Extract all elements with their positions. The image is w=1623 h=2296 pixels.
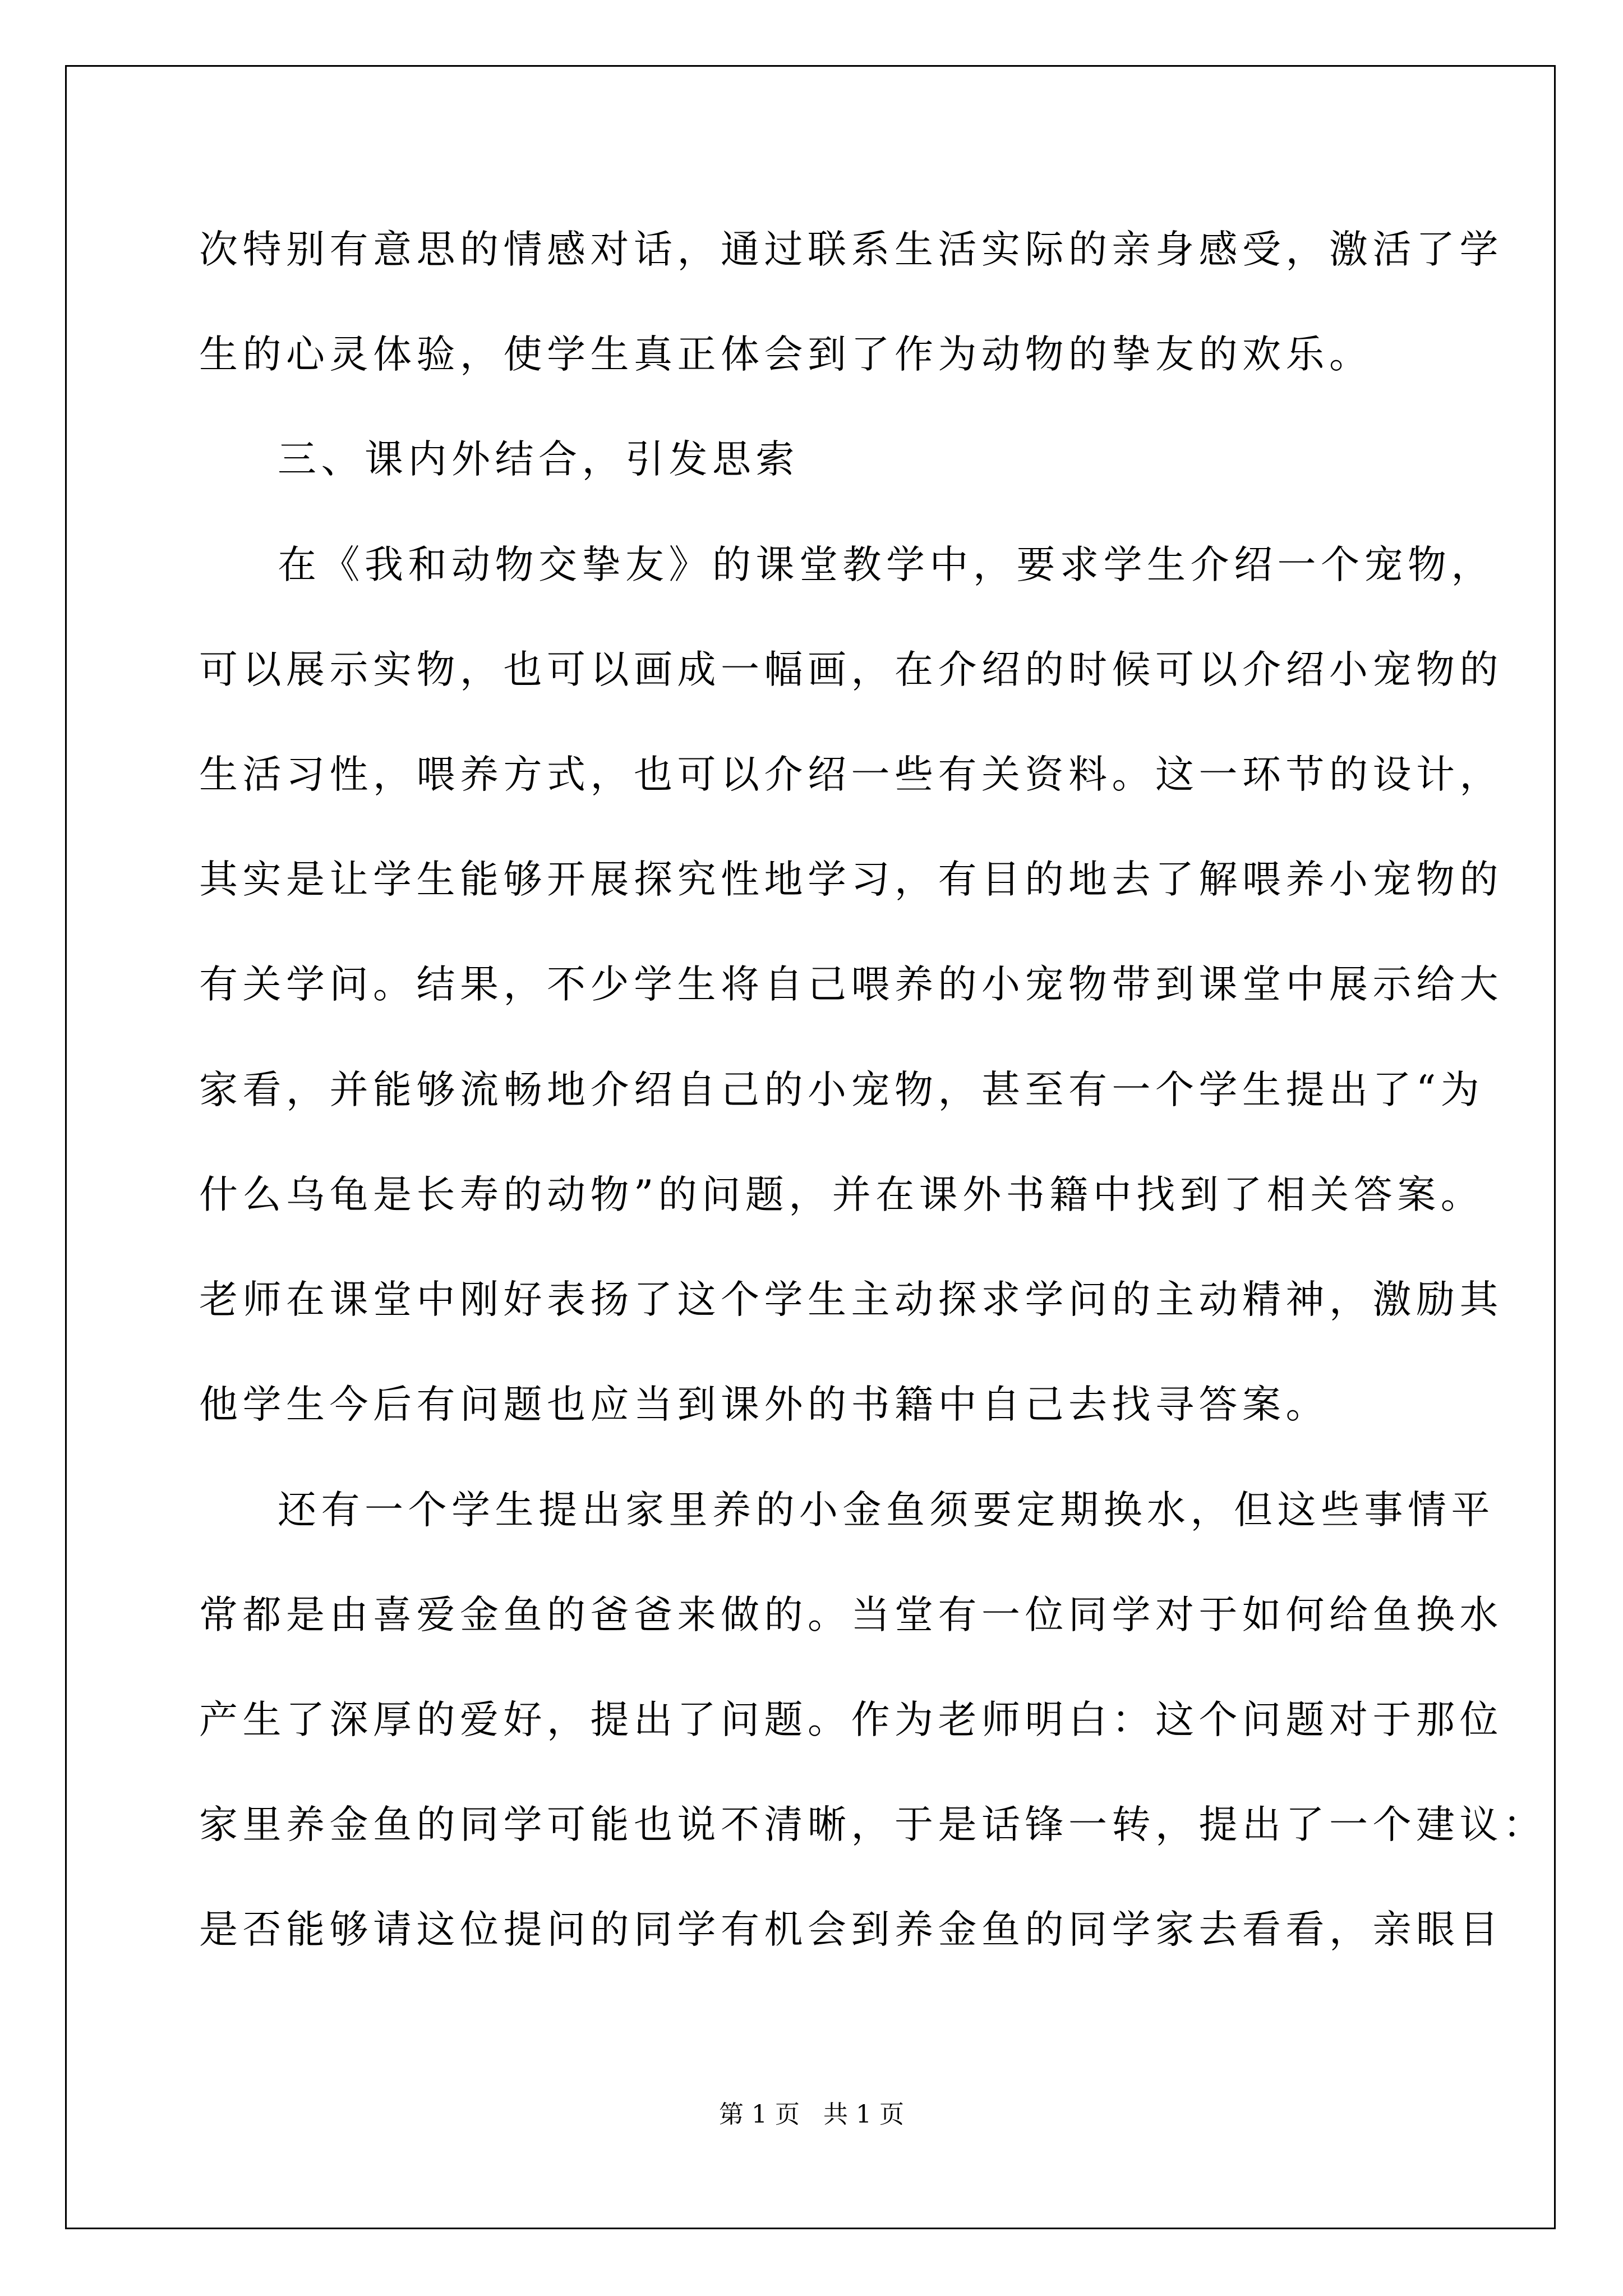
body-line: 家里养金鱼的同学可能也说不清晰，于是话锋一转，提出了一个建议：: [199, 1802, 1547, 1847]
body-line: 生活习性，喂养方式，也可以介绍一些有关资料。这一环节的设计，: [199, 752, 1503, 797]
body-line: 老师在课堂中刚好表扬了这个学生主动探求学问的主动精神，激励其: [199, 1277, 1503, 1322]
body-line: 常都是由喜爱金鱼的爸爸来做的。当堂有一位同学对于如何给鱼换水: [199, 1593, 1503, 1637]
paragraph-first-line: 还有一个学生提出家里养的小金鱼须要定期换水，但这些事情平: [278, 1488, 1495, 1533]
paragraph-first-line: 在《我和动物交挚友》的课堂教学中，要求学生介绍一个宠物，: [278, 542, 1495, 587]
section-heading: 三、课内外结合，引发思索: [278, 437, 799, 482]
body-line: 是否能够请这位提问的同学有机会到养金鱼的同学家去看看，亲眼目: [199, 1907, 1503, 1952]
body-line: 家看，并能够流畅地介绍自己的小宠物，甚至有一个学生提出了“为: [199, 1068, 1484, 1112]
body-line: 次特别有意思的情感对话，通过联系生活实际的亲身感受，激活了学: [199, 227, 1503, 272]
body-line: 什么乌龟是长寿的动物”的问题，并在课外书籍中找到了相关答案。: [199, 1172, 1484, 1217]
body-line: 其实是让学生能够开展探究性地学习，有目的地去了解喂养小宠物的: [199, 857, 1503, 902]
page-footer: 第 1 页 共 1 页: [719, 2100, 904, 2129]
body-line: 他学生今后有问题也应当到课外的书籍中自己去找寻答案。: [199, 1382, 1329, 1427]
body-line: 产生了深厚的爱好，提出了问题。作为老师明白：这个问题对于那位: [199, 1697, 1503, 1742]
body-line: 可以展示实物，也可以画成一幅画，在介绍的时候可以介绍小宠物的: [199, 647, 1503, 692]
body-line: 生的心灵体验，使学生真正体会到了作为动物的挚友的欢乐。: [199, 332, 1373, 377]
body-line: 有关学问。结果，不少学生将自己喂养的小宠物带到课堂中展示给大: [199, 962, 1503, 1007]
